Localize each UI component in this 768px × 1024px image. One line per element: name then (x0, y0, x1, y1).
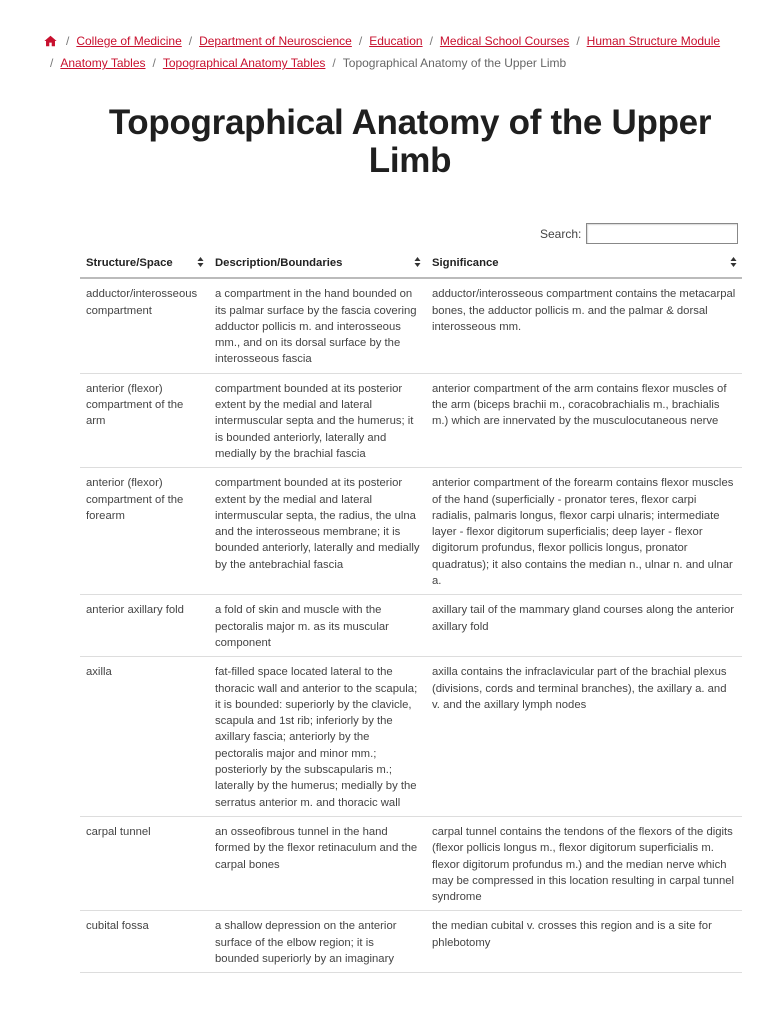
description-cell: compartment bounded at its posterior extent by the medial and lateral intermuscular septa and the humerus; it is bounded anteriorly, laterally and medially by the brachial fascia (209, 373, 426, 467)
table-header-row (80, 252, 742, 278)
breadcrumb-link-human-structure-module[interactable]: Human Structure Module (586, 34, 721, 48)
structure-cell: anterior axillary fold (80, 595, 209, 657)
description-cell: a shallow depression on the anterior surface of the elbow region; it is bounded superiorly by an imaginary (209, 911, 426, 973)
sort-icon (197, 256, 204, 268)
breadcrumb-separator: / (332, 56, 336, 70)
table-body (80, 278, 742, 972)
significance-cell: axillary tail of the mammary gland courses along the anterior axillary fold (426, 595, 742, 657)
breadcrumb-link-education[interactable]: Education (369, 34, 423, 48)
structure-cell: adductor/interosseous compartment (80, 278, 209, 373)
significance-cell: carpal tunnel contains the tendons of the flexors of the digits (flexor pollicis longus m., flexor digitorum superficialis m. flexor digitorum profundus m.) and the median nerve which may be compressed in this location resulting in carpal tunnel syndrome (426, 816, 742, 910)
search-input[interactable] (586, 223, 738, 244)
breadcrumb (44, 30, 734, 74)
breadcrumb-link-anatomy-tables[interactable]: Anatomy Tables (60, 56, 146, 70)
table-row (80, 657, 742, 817)
home-icon[interactable] (44, 35, 57, 47)
structure-cell: cubital fossa (80, 911, 209, 973)
breadcrumb-separator: / (358, 34, 363, 48)
breadcrumb-separator: / (50, 56, 54, 70)
search-label: Search: (540, 226, 582, 241)
breadcrumb-link-department-of-neuroscience[interactable]: Department of Neuroscience (199, 34, 352, 48)
breadcrumb-separator: / (576, 34, 580, 48)
column-header-structure-space[interactable] (80, 252, 209, 278)
column-header-description-boundaries[interactable] (209, 252, 426, 278)
significance-cell: the median cubital v. crosses this region and is a site for phlebotomy (426, 911, 742, 973)
table-row (80, 595, 742, 657)
table-row (80, 468, 742, 595)
table-search (540, 223, 738, 244)
table-row (80, 816, 742, 910)
breadcrumb-link-college-of-medicine[interactable]: College of Medicine (76, 34, 182, 48)
breadcrumb-separator: / (188, 34, 193, 48)
breadcrumb-row-2 (44, 52, 734, 74)
description-cell: a fold of skin and muscle with the pectoralis major m. as its muscular component (209, 595, 426, 657)
sort-icon (414, 256, 421, 268)
structure-cell: anterior (flexor) compartment of the arm (80, 373, 209, 467)
description-cell: fat-filled space located lateral to the thoracic wall and anterior to the scapula; it is bounded: superiorly by the clavicle, scapula and 1st rib; inferiorly by the axillary fascia; anteriorly by the pectoralis major and minor mm.; posteriorly by the subscapularis m.; laterally by the humerus; medially by the serratus anterior m. and thoracic wall (209, 657, 426, 817)
breadcrumb-link-medical-school-courses[interactable]: Medical School Courses (439, 34, 570, 48)
sort-icon (730, 256, 737, 268)
significance-cell: adductor/interosseous compartment contains the metacarpal bones, the adductor pollicis m. and the palmar & dorsal interosseous mm. (426, 278, 742, 373)
anatomy-table (80, 252, 742, 973)
table-row (80, 278, 742, 373)
structure-cell: axilla (80, 657, 209, 817)
page-title: Topographical Anatomy of the Upper Limb (108, 103, 712, 180)
table-row (80, 373, 742, 467)
breadcrumb-current: Topographical Anatomy of the Upper Limb (342, 56, 567, 70)
significance-cell: anterior compartment of the arm contains flexor muscles of the arm (biceps brachii m., coracobrachialis m., brachialis m.) which are innervated by the musculocutaneous nerve (426, 373, 742, 467)
column-header-label: Description/Boundaries (215, 257, 343, 269)
column-header-label: Significance (432, 257, 499, 269)
description-cell: compartment bounded at its posterior extent by the medial and lateral intermuscular septa, the radius, the ulna and the interosseous membrane; it is bounded anteriorly, laterally and medially by the antebrachial fascia (209, 468, 426, 595)
significance-cell: anterior compartment of the forearm contains flexor muscles of the hand (superficially - pronator teres, flexor carpi radialis, palmaris longus, flexor carpi ulnaris; intermediate layer - flexor digitorum superficialis; deep layer - flexor digitorum profundus, flexor pollicis longus, pronator quadratus); it also contains the median n., ulnar n. and ulnar a. (426, 468, 742, 595)
table-header (80, 252, 742, 278)
column-header-significance[interactable] (426, 252, 742, 278)
breadcrumb-separator: / (66, 34, 70, 48)
breadcrumb-separator: / (429, 34, 433, 48)
significance-cell: axilla contains the infraclavicular part of the brachial plexus (divisions, cords and terminal branches), the axillary a. and v. and the axillary lymph nodes (426, 657, 742, 817)
breadcrumb-row-1 (44, 30, 734, 52)
breadcrumb-link-topographical-anatomy-tables[interactable]: Topographical Anatomy Tables (162, 56, 326, 70)
breadcrumb-separator: / (152, 56, 156, 70)
structure-cell: anterior (flexor) compartment of the forearm (80, 468, 209, 595)
description-cell: a compartment in the hand bounded on its palmar surface by the fascia covering adductor pollicis m. and interosseous mm., and on its dorsal surface by the interosseous fascia (209, 278, 426, 373)
description-cell: an osseofibrous tunnel in the hand formed by the flexor retinaculum and the carpal bones (209, 816, 426, 910)
structure-cell: carpal tunnel (80, 816, 209, 910)
table-row (80, 911, 742, 973)
column-header-label: Structure/Space (86, 257, 173, 269)
